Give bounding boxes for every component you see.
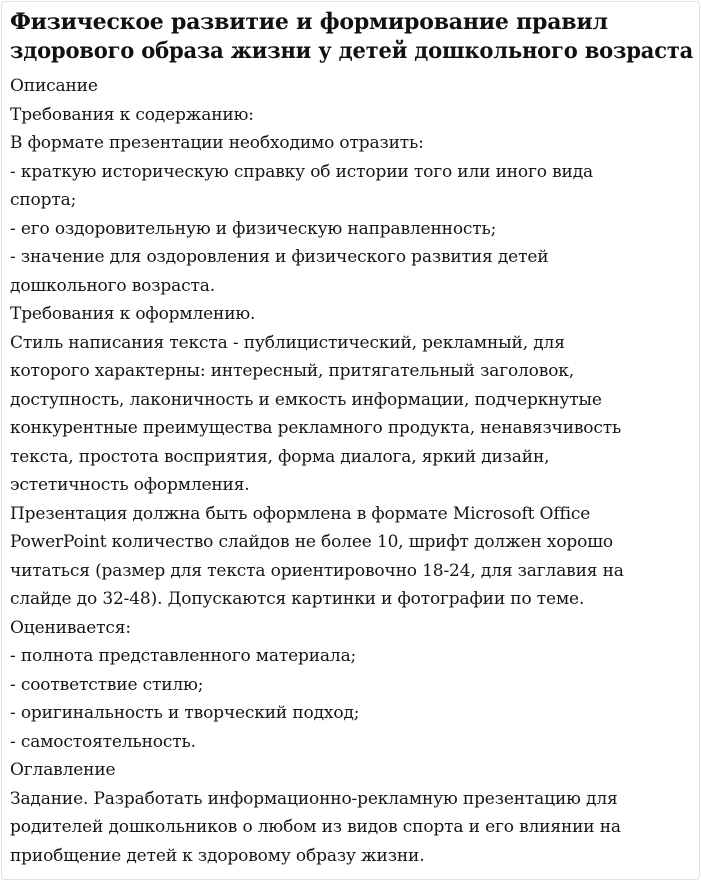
body-line: которого характерны: интересный, притягательный заголовок,	[10, 361, 575, 381]
body-line: PowerPoint количество слайдов не более 10, шрифт должен хорошо	[10, 532, 613, 552]
body-line: текста, простота восприятия, форма диалога, яркий дизайн,	[10, 446, 550, 467]
section-heading-contents: Оглавление	[10, 760, 116, 780]
title-line: Физическое развитие и формирование правил	[10, 9, 608, 35]
list-item: - его оздоровительную и физическую направленность;	[10, 218, 497, 239]
body-line: доступность, лаконичность и емкость информации, подчеркнутые	[10, 389, 602, 410]
body-line: спорта;	[10, 190, 77, 210]
section-heading-evaluation: Оценивается:	[10, 617, 131, 638]
section-heading-content-requirements: Требования к содержанию:	[10, 104, 254, 125]
body-line: Задание. Разработать информационно-рекламную презентацию для	[10, 788, 618, 809]
body-line: дошкольного возраста.	[10, 275, 215, 296]
section-heading-design-requirements: Требования к оформлению.	[10, 304, 256, 324]
body-line: конкурентные преимущества рекламного продукта, ненавязчивость	[10, 418, 622, 438]
title-line: здорового образа жизни у детей дошкольного возраста	[10, 38, 694, 64]
body-line: эстетичность оформления.	[10, 475, 250, 495]
list-item: - краткую историческую справку об истории того или иного вида	[10, 161, 594, 182]
list-item: - значение для оздоровления и физического развития детей	[10, 247, 549, 267]
body-line: слайде до 32-48). Допускаются картинки и фотографии по теме.	[10, 589, 585, 609]
document-title	[10, 8, 694, 66]
document-card	[1, 1, 700, 880]
body-line: Презентация должна быть оформлена в формате Microsoft Office	[10, 503, 591, 524]
body-line: приобщение детей к здоровому образу жизни.	[10, 845, 425, 866]
list-item: - самостоятельность.	[10, 731, 196, 752]
section-heading-description: Описание	[10, 76, 98, 96]
list-item: - полнота представленного материала;	[10, 646, 357, 666]
list-item: - соответствие стилю;	[10, 674, 204, 695]
body-line: читаться (размер для текста ориентировочно 18-24, для заглавия на	[10, 560, 624, 581]
body-line: родителей дошкольников о любом из видов спорта и его влиянии на	[10, 817, 621, 837]
body-line: В формате презентации необходимо отразить:	[10, 133, 424, 153]
list-item: - оригинальность и творческий подход;	[10, 703, 360, 723]
document-body	[10, 72, 691, 870]
body-line: Стиль написания текста - публицистический, рекламный, для	[10, 332, 565, 353]
